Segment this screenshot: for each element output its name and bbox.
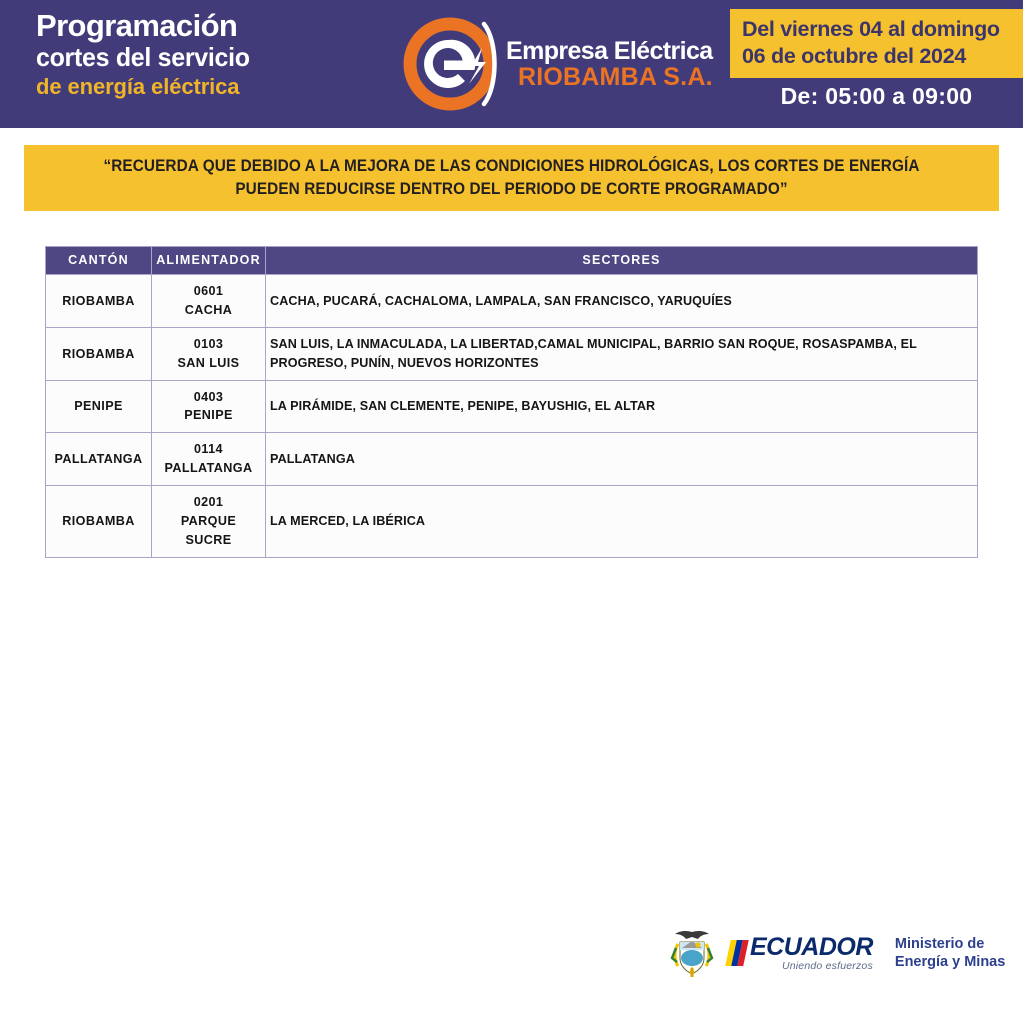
ecuador-tagline: Uniendo esfuerzos xyxy=(781,959,873,972)
ecuador-flag-stripes-icon xyxy=(725,940,749,966)
outage-schedule-table xyxy=(45,246,978,558)
cell-canton: RIOBAMBA xyxy=(46,328,151,380)
feeder-code: 0103 xyxy=(193,336,224,351)
feeder-name: PALLATANGA xyxy=(164,461,253,476)
ministry-name-line2: Energía y Minas xyxy=(894,954,1006,970)
table-row xyxy=(46,486,977,557)
cell-sectores: LA MERCED, LA IBÉRICA xyxy=(266,486,977,557)
cell-canton: RIOBAMBA xyxy=(46,275,151,327)
ministry-name xyxy=(895,935,1005,971)
feeder-name: SAN LUIS xyxy=(177,355,240,370)
column-header-sectores: SECTORES xyxy=(266,247,977,274)
feeder-name: CACHA xyxy=(184,302,233,317)
ecuador-wordmark xyxy=(750,932,873,972)
feeder-code: 0403 xyxy=(193,389,224,404)
feeder-name: PENIPE xyxy=(184,408,233,423)
cell-alimentador xyxy=(152,433,265,485)
ecuador-brand-logo xyxy=(728,932,873,972)
notice-banner xyxy=(24,145,999,211)
notice-text: “RECUERDA QUE DEBIDO A LA MEJORA DE LAS CONDICIONES HIDROLÓGICAS, LOS CORTES DE ENERGÍA PUEDEN REDUCIRSE DENTRO DEL PERIODO DE CORTE PROGRAMADO” xyxy=(103,157,920,198)
cell-canton: PENIPE xyxy=(46,381,151,433)
feeder-code: 0201 xyxy=(193,495,224,510)
cell-canton: RIOBAMBA xyxy=(46,486,151,557)
cell-alimentador xyxy=(152,381,265,433)
ministry-name-line1: Ministerio de xyxy=(894,935,985,952)
cell-canton: PALLATANGA xyxy=(46,433,151,485)
date-range-banner xyxy=(730,9,1023,78)
table-body xyxy=(46,275,977,557)
table-row xyxy=(46,433,977,485)
cell-sectores: CACHA, PUCARÁ, CACHALOMA, LAMPALA, SAN FRANCISCO, YARUQUÍES xyxy=(266,275,977,327)
feeder-code: 0114 xyxy=(194,442,223,457)
column-header-alimentador: ALIMENTADOR xyxy=(152,247,265,274)
cell-alimentador xyxy=(152,328,265,380)
company-name-line1: Empresa Eléctrica xyxy=(506,37,713,65)
cell-sectores: PALLATANGA xyxy=(266,433,977,485)
date-range-line1: Del viernes 04 al domingo xyxy=(742,17,1000,41)
table-row xyxy=(46,328,977,380)
company-name-block xyxy=(506,38,713,90)
header-title-line1: Programación xyxy=(36,8,238,43)
table-row xyxy=(46,381,977,433)
company-logo xyxy=(398,8,713,120)
ecuador-coat-of-arms-icon xyxy=(670,928,714,978)
cell-sectores: LA PIRÁMIDE, SAN CLEMENTE, PENIPE, BAYUSHIG, EL ALTAR xyxy=(266,381,977,433)
time-range-label: De: 05:00 a 09:00 xyxy=(780,83,973,109)
ecuador-wordmark-main: ECUADOR xyxy=(750,932,873,961)
page-footer xyxy=(670,928,1005,978)
cell-alimentador xyxy=(152,275,265,327)
eerssa-e-logo-icon xyxy=(398,8,510,120)
cell-sectores: SAN LUIS, LA INMACULADA, LA LIBERTAD,CAMAL MUNICIPAL, BARRIO SAN ROQUE, ROSASPAMBA, EL PROGRESO, PUNÍN, NUEVOS HORIZONTES xyxy=(266,328,977,380)
header-title-line2: cortes del servicio xyxy=(36,41,250,72)
table-header-row xyxy=(46,247,977,274)
column-header-canton: CANTÓN xyxy=(46,247,151,274)
header-title-line3: de energía eléctrica xyxy=(36,73,240,99)
feeder-name: PARQUE SUCRE xyxy=(180,514,237,547)
feeder-code: 0601 xyxy=(193,284,224,298)
date-range-line2: 06 de octubre del 2024 xyxy=(742,43,967,68)
cell-alimentador xyxy=(152,486,265,557)
page-header xyxy=(0,0,1023,128)
table-row xyxy=(46,275,977,327)
company-name-line2: RIOBAMBA S.A. xyxy=(518,63,713,91)
header-title-block xyxy=(36,10,336,100)
